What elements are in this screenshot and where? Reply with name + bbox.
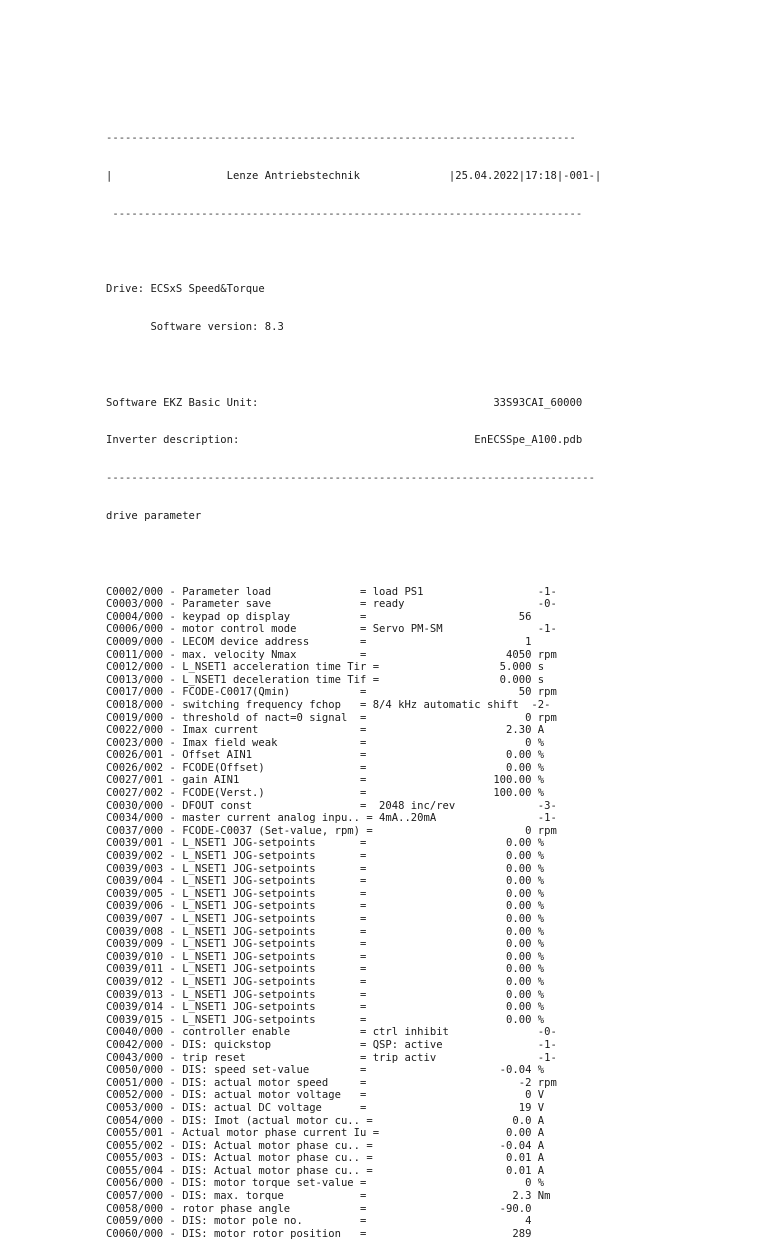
parameter-row: C0034/000 - master current analog inpu.. = 4mA..20mA -1-: [106, 812, 557, 825]
parameter-row: C0055/002 - DIS: Actual motor phase cu.. = -0.04 A: [106, 1139, 545, 1152]
spacer: [106, 246, 601, 259]
parameter-row: C0042/000 - DIS: quickstop = QSP: active -1-: [106, 1038, 557, 1051]
parameter-list: [106, 586, 601, 1241]
parameter-row: C0052/000 - DIS: actual motor voltage = 0 V: [106, 1089, 545, 1102]
parameter-row: C0051/000 - DIS: actual motor speed = -2 rpm: [106, 1076, 557, 1089]
header-rule-top: --------------------------------------------------------------------------: [106, 132, 576, 145]
parameter-row: C0055/001 - Actual motor phase current Iu = 0.00 A: [106, 1127, 545, 1140]
parameter-listing: [106, 107, 601, 1253]
parameter-row: C0026/002 - FCODE(Offset) = 0.00 %: [106, 761, 545, 774]
spacer: [106, 359, 601, 372]
spacer: [106, 548, 601, 561]
parameter-row: C0039/009 - L_NSET1 JOG-setpoints = 0.00 %: [106, 938, 545, 951]
parameter-row: C0055/004 - DIS: Actual motor phase cu.. = 0.01 A: [106, 1164, 545, 1177]
header-title-line: | Lenze Antriebstechnik |25.04.2022|17:18|-001-|: [106, 169, 602, 182]
parameter-row: C0054/000 - DIS: Imot (actual motor cu.. = 0.0 A: [106, 1114, 545, 1127]
parameter-row: C0026/001 - Offset AIN1 = 0.00 %: [106, 749, 545, 762]
parameter-row: C0050/000 - DIS: speed set-value = -0.04 %: [106, 1064, 545, 1077]
parameter-row: C0019/000 - threshold of nact=0 signal = 0 rpm: [106, 711, 557, 724]
parameter-row: C0039/010 - L_NSET1 JOG-setpoints = 0.00 %: [106, 950, 545, 963]
parameter-row: C0053/000 - DIS: actual DC voltage = 19 V: [106, 1101, 545, 1114]
section-title: drive parameter: [106, 510, 202, 522]
parameter-row: C0013/000 - L_NSET1 deceleration time Tif = 0.000 s: [106, 673, 545, 686]
header-rule-bottom: --------------------------------------------------------------------------: [106, 207, 583, 220]
parameter-row: C0043/000 - trip reset = trip activ -1-: [106, 1051, 557, 1064]
parameter-row: C0039/012 - L_NSET1 JOG-setpoints = 0.00 %: [106, 975, 545, 988]
parameter-row: C0060/000 - DIS: motor rotor position = 289: [106, 1227, 532, 1240]
parameter-row: C0056/000 - DIS: motor torque set-value = 0 %: [106, 1177, 545, 1190]
parameter-row: C0030/000 - DFOUT const = 2048 inc/rev -3-: [106, 799, 557, 812]
parameter-row: C0039/005 - L_NSET1 JOG-setpoints = 0.00 %: [106, 887, 545, 900]
software-version: Software version: 8.3: [106, 321, 284, 334]
parameter-row: C0004/000 - keypad op display = 56: [106, 610, 532, 623]
parameter-row: C0017/000 - FCODE-C0017(Qmin) = 50 rpm: [106, 686, 557, 699]
inverter-description: Inverter description: EnECSSpe_A100.pdb: [106, 434, 583, 447]
parameter-row: C0039/008 - L_NSET1 JOG-setpoints = 0.00 %: [106, 925, 545, 938]
software-ekz: Software EKZ Basic Unit: 33S93CAI_60000: [106, 396, 583, 409]
parameter-row: C0002/000 - Parameter load = load PS1 -1-: [106, 585, 557, 598]
parameter-row: C0057/000 - DIS: max. torque = 2.3 Nm: [106, 1190, 551, 1203]
parameter-row: C0039/003 - L_NSET1 JOG-setpoints = 0.00 %: [106, 862, 545, 875]
parameter-row: C0018/000 - switching frequency fchop = 8/4 kHz automatic shift -2-: [106, 698, 551, 711]
section-rule: -----------------------------------------------------------------------------: [106, 472, 595, 485]
parameter-row: C0039/001 - L_NSET1 JOG-setpoints = 0.00 %: [106, 837, 545, 850]
parameter-row: C0039/007 - L_NSET1 JOG-setpoints = 0.00 %: [106, 913, 545, 925]
parameter-row: C0022/000 - Imax current = 2.30 A: [106, 724, 545, 737]
parameter-row: C0039/002 - L_NSET1 JOG-setpoints = 0.00 %: [106, 850, 545, 863]
parameter-row: C0039/015 - L_NSET1 JOG-setpoints = 0.00 %: [106, 1013, 545, 1026]
parameter-row: C0011/000 - max. velocity Nmax = 4050 rpm: [106, 648, 557, 661]
parameter-row: C0012/000 - L_NSET1 acceleration time Tir = 5.000 s: [106, 661, 545, 674]
parameter-row: C0023/000 - Imax field weak = 0 %: [106, 736, 545, 749]
parameter-row: C0039/011 - L_NSET1 JOG-setpoints = 0.00 %: [106, 963, 545, 976]
parameter-row: C0040/000 - controller enable = ctrl inhibit -0-: [106, 1026, 557, 1039]
parameter-row: C0009/000 - LECOM device address = 1: [106, 635, 532, 648]
parameter-row: C0006/000 - motor control mode = Servo PM-SM -1-: [106, 623, 557, 636]
parameter-row: C0003/000 - Parameter save = ready -0-: [106, 598, 557, 611]
parameter-row: C0037/000 - FCODE-C0037 (Set-value, rpm) = 0 rpm: [106, 824, 557, 837]
parameter-row: C0039/013 - L_NSET1 JOG-setpoints = 0.00 %: [106, 988, 545, 1001]
parameter-row: C0039/014 - L_NSET1 JOG-setpoints = 0.00 %: [106, 1001, 545, 1014]
parameter-row: C0059/000 - DIS: motor pole no. = 4: [106, 1215, 532, 1228]
parameter-row: C0027/001 - gain AIN1 = 100.00 %: [106, 774, 545, 787]
parameter-row: C0039/004 - L_NSET1 JOG-setpoints = 0.00 %: [106, 875, 545, 888]
parameter-row: C0058/000 - rotor phase angle = -90.0: [106, 1202, 532, 1215]
parameter-row: C0027/002 - FCODE(Verst.) = 100.00 %: [106, 787, 545, 800]
drive-name: Drive: ECSxS Speed&Torque: [106, 283, 265, 296]
parameter-row: C0039/006 - L_NSET1 JOG-setpoints = 0.00 %: [106, 900, 545, 913]
parameter-row: C0055/003 - DIS: Actual motor phase cu.. = 0.01 A: [106, 1152, 545, 1165]
